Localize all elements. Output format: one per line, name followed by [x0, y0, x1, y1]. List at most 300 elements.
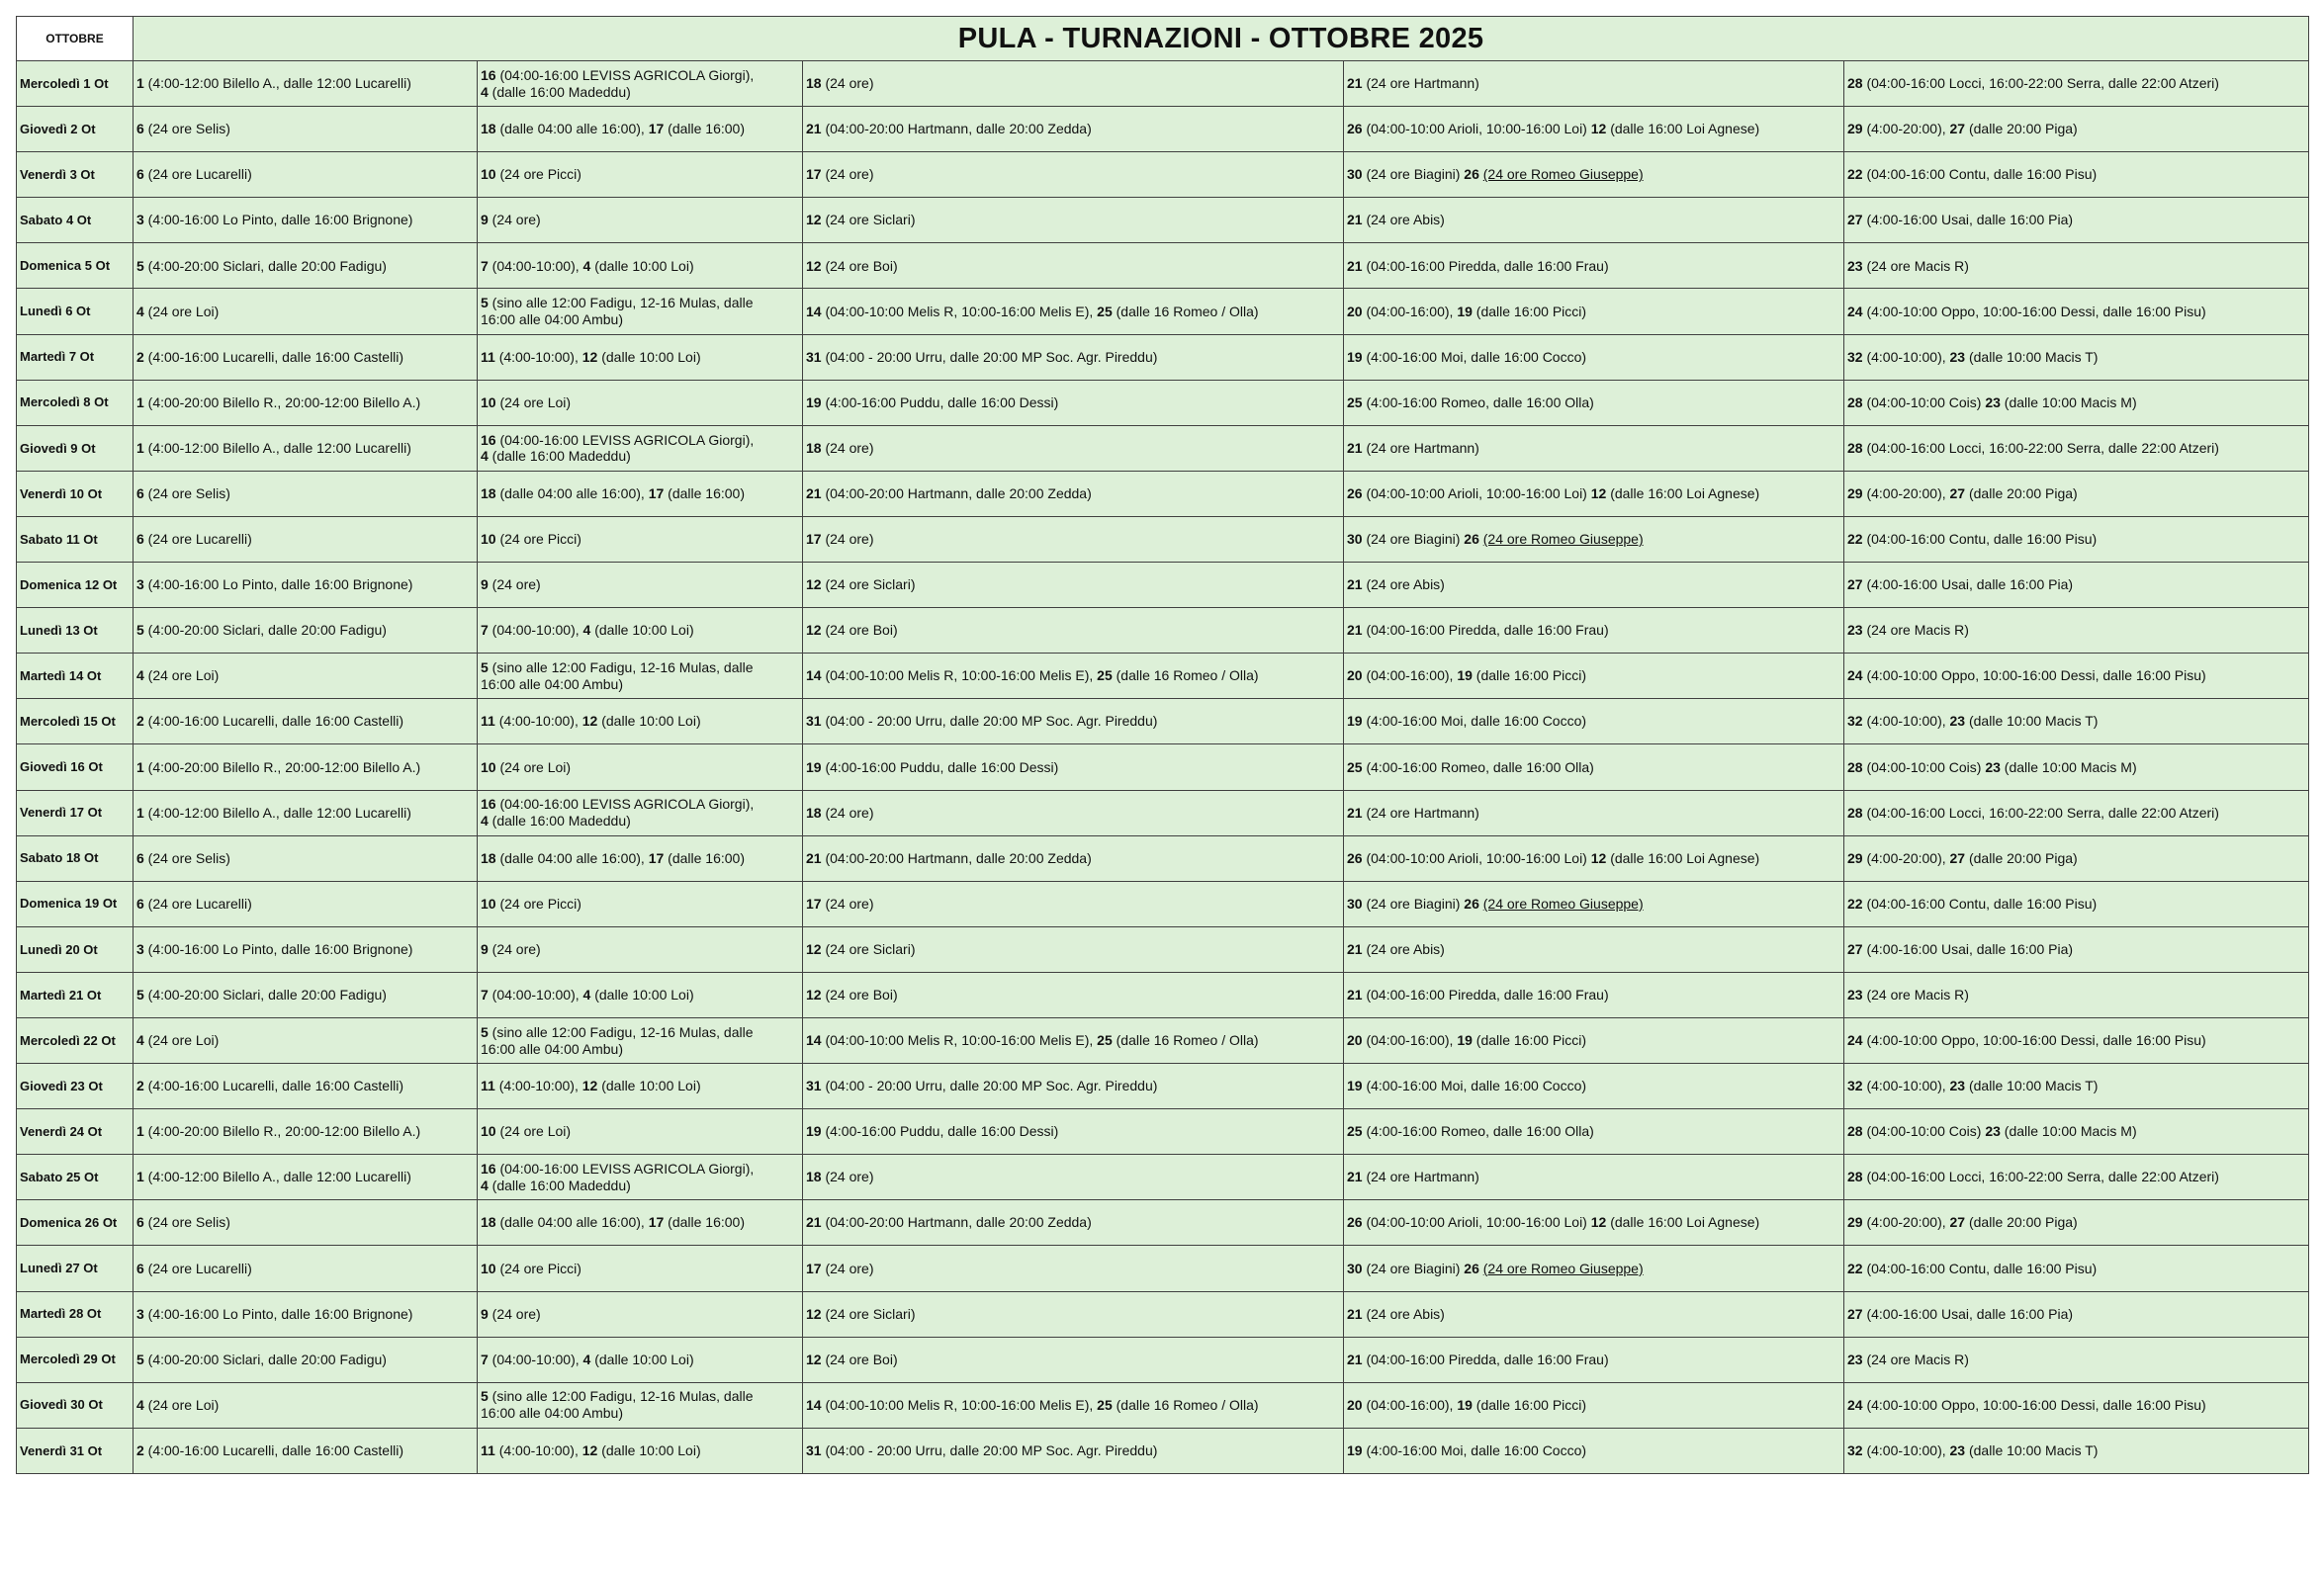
shift-detail: (4:00-16:00 Lo Pinto, dalle 16:00 Brignone) — [143, 940, 413, 957]
day-cell[interactable]: Giovedì 16 Ot — [17, 744, 134, 790]
shift-cell[interactable] — [1844, 243, 2309, 289]
day-cell[interactable]: Domenica 5 Ot — [17, 243, 134, 289]
shift-cell[interactable] — [1344, 835, 1844, 881]
shift-detail: (04:00-10:00 Arioli, 10:00-16:00 Loi) — [1362, 484, 1591, 501]
shift-cell[interactable] — [1344, 380, 1844, 425]
pharmacy-number: 19 — [806, 758, 822, 775]
shift-cell[interactable] — [1344, 1017, 1844, 1063]
day-cell[interactable]: Martedì 7 Ot — [17, 334, 134, 380]
pharmacy-number: 23 — [1985, 758, 2001, 775]
shift-cell[interactable] — [803, 1337, 1344, 1382]
shift-cell[interactable] — [1344, 608, 1844, 654]
shift-detail: (24 ore Lucarelli) — [143, 531, 252, 548]
day-cell[interactable]: Giovedì 30 Ot — [17, 1382, 134, 1428]
shift-cell[interactable] — [478, 926, 803, 972]
shift-cell[interactable] — [803, 380, 1344, 425]
pharmacy-number: 22 — [1847, 895, 1863, 912]
shift-cell[interactable] — [1844, 1064, 2309, 1109]
shift-detail: (dalle 16:00 Picci) — [1472, 1396, 1587, 1413]
shift-cell[interactable] — [134, 881, 478, 926]
shift-cell[interactable] — [1844, 790, 2309, 835]
pharmacy-number: 12 — [806, 940, 822, 957]
schedule-table — [16, 16, 2309, 1474]
pharmacy-number: 10 — [481, 531, 496, 548]
shift-detail: (dalle 04:00 alle 16:00), — [495, 484, 649, 501]
shift-cell[interactable] — [803, 608, 1344, 654]
pharmacy-number: 19 — [806, 393, 822, 410]
shift-detail: (4:00-16:00 Lo Pinto, dalle 16:00 Brignone) — [143, 212, 413, 228]
shift-cell[interactable] — [1344, 881, 1844, 926]
day-cell[interactable]: Mercoledì 1 Ot — [17, 61, 134, 107]
pharmacy-number: 1 — [136, 439, 144, 456]
shift-cell[interactable] — [1344, 1291, 1844, 1337]
shift-cell[interactable] — [478, 425, 803, 471]
shift-cell[interactable] — [803, 1200, 1344, 1246]
day-cell[interactable]: Sabato 11 Ot — [17, 516, 134, 562]
shift-cell[interactable] — [1844, 1155, 2309, 1200]
shift-cell[interactable] — [803, 471, 1344, 516]
table-row — [17, 198, 2309, 243]
pharmacy-number: 18 — [481, 849, 496, 866]
shift-cell[interactable] — [134, 835, 478, 881]
shift-cell[interactable] — [134, 926, 478, 972]
shift-cell[interactable] — [803, 61, 1344, 107]
shift-cell[interactable] — [803, 1064, 1344, 1109]
shift-cell[interactable] — [134, 107, 478, 152]
shift-detail: (dalle 10:00 Loi) — [590, 257, 694, 274]
day-cell[interactable]: Giovedì 2 Ot — [17, 107, 134, 152]
shift-cell[interactable] — [478, 1064, 803, 1109]
shift-cell[interactable] — [803, 198, 1344, 243]
shift-cell[interactable] — [134, 1155, 478, 1200]
shift-cell[interactable] — [1344, 107, 1844, 152]
shift-cell[interactable] — [1344, 1200, 1844, 1246]
shift-cell[interactable] — [134, 1291, 478, 1337]
shift-cell[interactable] — [1844, 1109, 2309, 1155]
shift-detail: (4:00-10:00 Oppo, 10:00-16:00 Dessi, dalle 16:00 Pisu) — [1862, 1396, 2206, 1413]
day-cell[interactable]: Mercoledì 29 Ot — [17, 1337, 134, 1382]
shift-detail: (04:00-16:00 Piredda, dalle 16:00 Frau) — [1362, 1351, 1609, 1367]
shift-cell[interactable] — [1844, 744, 2309, 790]
shift-detail: (24 ore Lucarelli) — [143, 1260, 252, 1276]
shift-cell[interactable] — [1844, 425, 2309, 471]
day-cell[interactable]: Lunedì 20 Ot — [17, 926, 134, 972]
pharmacy-number: 28 — [1847, 758, 1863, 775]
pharmacy-number: 31 — [806, 713, 822, 730]
shift-detail: (4:00-16:00 Lucarelli, dalle 16:00 Castelli) — [143, 713, 404, 730]
shift-cell[interactable] — [803, 334, 1344, 380]
page-title[interactable]: PULA - TURNAZIONI - OTTOBRE 2025 — [134, 17, 2309, 61]
shift-cell[interactable] — [1844, 152, 2309, 198]
day-cell[interactable]: Domenica 26 Ot — [17, 1200, 134, 1246]
shift-cell[interactable] — [1844, 926, 2309, 972]
pharmacy-number: 29 — [1847, 1214, 1863, 1231]
pharmacy-number: 26 — [1347, 484, 1363, 501]
shift-cell[interactable] — [1344, 1109, 1844, 1155]
shift-cell[interactable] — [134, 1337, 478, 1382]
table-row — [17, 1155, 2309, 1200]
shift-cell[interactable] — [1344, 61, 1844, 107]
shift-cell[interactable] — [134, 425, 478, 471]
shift-detail: (04:00 - 20:00 Urru, dalle 20:00 MP Soc. Agr. Pireddu) — [821, 1441, 1158, 1458]
shift-cell[interactable] — [478, 243, 803, 289]
shift-cell[interactable] — [1344, 243, 1844, 289]
shift-cell[interactable] — [134, 1382, 478, 1428]
shift-detail: (dalle 16:00) — [664, 849, 745, 866]
shift-cell[interactable] — [478, 152, 803, 198]
shift-cell[interactable] — [1844, 334, 2309, 380]
shift-cell[interactable] — [1344, 334, 1844, 380]
shift-cell[interactable] — [1844, 1246, 2309, 1291]
shift-cell[interactable] — [478, 334, 803, 380]
shift-cell[interactable] — [134, 790, 478, 835]
shift-cell[interactable] — [1344, 198, 1844, 243]
header-row — [17, 17, 2309, 61]
shift-detail: (24 ore Abis) — [1362, 576, 1445, 593]
shift-cell[interactable] — [134, 516, 478, 562]
shift-cell[interactable] — [803, 881, 1344, 926]
shift-detail: (04:00-10:00 Melis R, 10:00-16:00 Melis E), — [821, 303, 1098, 319]
shift-detail: (4:00-20:00 Siclari, dalle 20:00 Fadigu) — [143, 257, 387, 274]
day-cell[interactable]: Venerdì 3 Ot — [17, 152, 134, 198]
shift-cell[interactable] — [134, 699, 478, 744]
day-cell[interactable]: Lunedì 27 Ot — [17, 1246, 134, 1291]
pharmacy-number: 21 — [806, 121, 822, 137]
shift-detail: (04:00-10:00 Arioli, 10:00-16:00 Loi) — [1362, 1214, 1591, 1231]
pharmacy-number: 12 — [1590, 484, 1607, 501]
shift-cell[interactable] — [1844, 1428, 2309, 1473]
shift-cell[interactable] — [1344, 563, 1844, 608]
shift-cell[interactable] — [134, 1017, 478, 1063]
shift-cell[interactable] — [478, 608, 803, 654]
shift-cell[interactable] — [478, 1155, 803, 1200]
shift-detail: 16:00 alle 04:00 Ambu) — [481, 311, 623, 328]
shift-detail: (dalle 16:00 Picci) — [1472, 667, 1587, 684]
shift-cell[interactable] — [1344, 425, 1844, 471]
day-cell[interactable]: Lunedì 6 Ot — [17, 289, 134, 334]
shift-cell[interactable] — [478, 516, 803, 562]
pharmacy-number: 7 — [481, 257, 489, 274]
shift-cell[interactable] — [803, 699, 1344, 744]
day-cell[interactable]: Domenica 19 Ot — [17, 881, 134, 926]
shift-cell[interactable] — [478, 835, 803, 881]
shift-detail: (24 ore) — [488, 212, 541, 228]
pharmacy-number: 30 — [1347, 531, 1363, 548]
shift-detail: (4:00-16:00 Usai, dalle 16:00 Pia) — [1862, 1305, 2074, 1322]
pharmacy-number: 31 — [806, 1441, 822, 1458]
pharmacy-number: 1 — [136, 758, 144, 775]
pharmacy-number: 25 — [1097, 1396, 1113, 1413]
shift-cell[interactable] — [1344, 516, 1844, 562]
pharmacy-number: 21 — [1347, 439, 1363, 456]
shift-cell[interactable] — [134, 198, 478, 243]
shift-detail: (4:00-16:00 Moi, dalle 16:00 Cocco) — [1362, 348, 1587, 365]
table-row — [17, 563, 2309, 608]
table-row — [17, 289, 2309, 334]
shift-cell[interactable] — [803, 563, 1344, 608]
shift-cell[interactable] — [803, 289, 1344, 334]
shift-cell[interactable] — [134, 1428, 478, 1473]
shift-cell[interactable] — [478, 1337, 803, 1382]
shift-cell[interactable] — [134, 1109, 478, 1155]
shift-cell[interactable] — [134, 152, 478, 198]
pharmacy-number: 17 — [806, 1260, 822, 1276]
shift-detail: (24 ore Lucarelli) — [143, 166, 252, 183]
shift-cell[interactable] — [478, 198, 803, 243]
shift-detail: (24 ore) — [488, 576, 541, 593]
shift-cell[interactable] — [134, 608, 478, 654]
shift-detail: (dalle 16:00 Loi Agnese) — [1606, 1214, 1760, 1231]
table-row — [17, 107, 2309, 152]
pharmacy-number: 6 — [136, 1260, 144, 1276]
pharmacy-number: 12 — [581, 713, 598, 730]
shift-cell[interactable] — [1344, 1382, 1844, 1428]
shift-cell[interactable] — [1344, 744, 1844, 790]
shift-cell[interactable] — [803, 1017, 1344, 1063]
day-cell[interactable]: Sabato 18 Ot — [17, 835, 134, 881]
day-cell[interactable]: Sabato 25 Ot — [17, 1155, 134, 1200]
shift-cell[interactable] — [803, 1291, 1344, 1337]
shift-detail-underlined: (24 ore Romeo Giuseppe) — [1482, 895, 1644, 912]
shift-detail: (4:00-10:00), — [494, 713, 582, 730]
shift-cell[interactable] — [1844, 563, 2309, 608]
shift-detail: (dalle 16:00 Loi Agnese) — [1606, 849, 1760, 866]
shift-cell[interactable] — [1344, 1337, 1844, 1382]
pharmacy-number: 21 — [1347, 576, 1363, 593]
shift-cell[interactable] — [478, 1382, 803, 1428]
month-label[interactable]: OTTOBRE — [17, 17, 134, 61]
day-cell[interactable]: Mercoledì 22 Ot — [17, 1017, 134, 1063]
pharmacy-number: 21 — [1347, 257, 1363, 274]
shift-cell[interactable] — [478, 699, 803, 744]
shift-cell[interactable] — [1844, 198, 2309, 243]
shift-cell[interactable] — [1344, 1246, 1844, 1291]
shift-detail: (24 ore Loi) — [495, 1123, 572, 1140]
shift-cell[interactable] — [803, 516, 1344, 562]
shift-detail: (24 ore Hartmann) — [1362, 1169, 1479, 1185]
shift-cell[interactable] — [478, 1428, 803, 1473]
shift-cell[interactable] — [478, 790, 803, 835]
shift-cell[interactable] — [803, 1428, 1344, 1473]
shift-cell[interactable] — [1844, 380, 2309, 425]
pharmacy-number: 27 — [1847, 576, 1863, 593]
pharmacy-number: 22 — [1847, 1260, 1863, 1276]
shift-detail: (04:00-16:00 Locci, 16:00-22:00 Serra, dalle 22:00 Atzeri) — [1862, 1169, 2219, 1185]
shift-detail: (dalle 10:00 Loi) — [597, 1078, 701, 1094]
shift-cell[interactable] — [803, 972, 1344, 1017]
shift-cell[interactable] — [1844, 471, 2309, 516]
shift-detail: (dalle 04:00 alle 16:00), — [495, 849, 649, 866]
day-cell[interactable]: Giovedì 23 Ot — [17, 1064, 134, 1109]
day-cell[interactable]: Giovedì 9 Ot — [17, 425, 134, 471]
shift-detail-underlined: (24 ore Romeo Giuseppe) — [1482, 531, 1644, 548]
shift-cell[interactable] — [478, 654, 803, 699]
shift-cell[interactable] — [803, 107, 1344, 152]
shift-detail: (24 ore Boi) — [821, 1351, 898, 1367]
shift-cell[interactable] — [478, 1291, 803, 1337]
shift-detail: (24 ore) — [821, 166, 874, 183]
pharmacy-number: 30 — [1347, 166, 1363, 183]
day-cell[interactable]: Venerdì 24 Ot — [17, 1109, 134, 1155]
shift-cell[interactable] — [478, 1246, 803, 1291]
shift-cell[interactable] — [1844, 1017, 2309, 1063]
shift-cell[interactable] — [1844, 1200, 2309, 1246]
shift-cell[interactable] — [1344, 926, 1844, 972]
pharmacy-number: 7 — [481, 1351, 489, 1367]
shift-cell[interactable] — [478, 563, 803, 608]
shift-cell[interactable] — [1344, 471, 1844, 516]
shift-cell[interactable] — [478, 744, 803, 790]
shift-cell[interactable] — [1344, 972, 1844, 1017]
pharmacy-number: 6 — [136, 1214, 144, 1231]
day-cell[interactable]: Martedì 21 Ot — [17, 972, 134, 1017]
shift-cell[interactable] — [478, 972, 803, 1017]
pharmacy-number: 32 — [1847, 713, 1863, 730]
shift-cell[interactable] — [1844, 61, 2309, 107]
shift-cell[interactable] — [1844, 1337, 2309, 1382]
pharmacy-number: 4 — [481, 813, 489, 829]
shift-cell[interactable] — [134, 471, 478, 516]
day-cell[interactable]: Mercoledì 8 Ot — [17, 380, 134, 425]
table-row — [17, 881, 2309, 926]
shift-cell[interactable] — [1344, 1155, 1844, 1200]
shift-cell[interactable] — [1844, 972, 2309, 1017]
shift-cell[interactable] — [478, 61, 803, 107]
shift-detail: (4:00-16:00 Romeo, dalle 16:00 Olla) — [1362, 1123, 1594, 1140]
shift-cell[interactable] — [1344, 699, 1844, 744]
pharmacy-number: 12 — [806, 257, 822, 274]
shift-cell[interactable] — [1344, 152, 1844, 198]
table-row — [17, 972, 2309, 1017]
shift-cell[interactable] — [1844, 516, 2309, 562]
day-cell[interactable]: Lunedì 13 Ot — [17, 608, 134, 654]
shift-cell[interactable] — [1844, 289, 2309, 334]
shift-cell[interactable] — [134, 563, 478, 608]
shift-cell[interactable] — [803, 1109, 1344, 1155]
shift-cell[interactable] — [1344, 1064, 1844, 1109]
shift-cell[interactable] — [1344, 1428, 1844, 1473]
shift-cell[interactable] — [803, 425, 1344, 471]
shift-cell[interactable] — [478, 1200, 803, 1246]
shift-cell[interactable] — [134, 334, 478, 380]
day-cell[interactable]: Venerdì 31 Ot — [17, 1428, 134, 1473]
shift-cell[interactable] — [1844, 1382, 2309, 1428]
shift-detail: (04:00-10:00 Arioli, 10:00-16:00 Loi) — [1362, 121, 1591, 137]
shift-detail: (04:00-20:00 Hartmann, dalle 20:00 Zedda) — [821, 121, 1092, 137]
shift-cell[interactable] — [1844, 699, 2309, 744]
shift-cell[interactable] — [1844, 107, 2309, 152]
shift-detail: (4:00-16:00 Puddu, dalle 16:00 Dessi) — [821, 1123, 1059, 1140]
day-cell[interactable]: Martedì 28 Ot — [17, 1291, 134, 1337]
shift-cell[interactable] — [134, 654, 478, 699]
day-cell[interactable]: Mercoledì 15 Ot — [17, 699, 134, 744]
shift-cell[interactable] — [803, 1382, 1344, 1428]
pharmacy-number: 20 — [1347, 1396, 1363, 1413]
shift-cell[interactable] — [134, 972, 478, 1017]
pharmacy-number: 26 — [1464, 895, 1479, 912]
shift-cell[interactable] — [134, 380, 478, 425]
shift-cell[interactable] — [1344, 654, 1844, 699]
shift-cell[interactable] — [803, 835, 1344, 881]
pharmacy-number: 20 — [1347, 1032, 1363, 1049]
table-row — [17, 1246, 2309, 1291]
shift-cell[interactable] — [134, 744, 478, 790]
shift-detail: (04:00-16:00), — [1362, 1032, 1458, 1049]
pharmacy-number: 11 — [481, 1441, 495, 1458]
shift-cell[interactable] — [478, 471, 803, 516]
shift-cell[interactable] — [803, 1246, 1344, 1291]
shift-detail: (04:00-16:00 Locci, 16:00-22:00 Serra, dalle 22:00 Atzeri) — [1862, 439, 2219, 456]
shift-cell[interactable] — [478, 881, 803, 926]
day-cell[interactable]: Martedì 14 Ot — [17, 654, 134, 699]
shift-cell[interactable] — [478, 1109, 803, 1155]
shift-detail: (4:00-16:00 Puddu, dalle 16:00 Dessi) — [821, 393, 1059, 410]
shift-cell[interactable] — [1344, 790, 1844, 835]
shift-cell[interactable] — [134, 289, 478, 334]
shift-cell[interactable] — [803, 1155, 1344, 1200]
shift-cell[interactable] — [478, 1017, 803, 1063]
table-row — [17, 699, 2309, 744]
pharmacy-number: 21 — [1347, 622, 1363, 639]
shift-cell[interactable] — [803, 243, 1344, 289]
table-row — [17, 835, 2309, 881]
shift-cell[interactable] — [134, 1064, 478, 1109]
shift-cell[interactable] — [134, 1200, 478, 1246]
shift-cell[interactable] — [803, 926, 1344, 972]
shift-cell[interactable] — [803, 654, 1344, 699]
pharmacy-number: 29 — [1847, 484, 1863, 501]
shift-detail: (24 ore Macis R) — [1862, 622, 1969, 639]
shift-detail: (04:00-16:00 Piredda, dalle 16:00 Frau) — [1362, 622, 1609, 639]
day-cell[interactable]: Domenica 12 Ot — [17, 563, 134, 608]
shift-cell[interactable] — [1844, 654, 2309, 699]
shift-detail: (24 ore) — [821, 1169, 874, 1185]
schedule-body — [17, 17, 2309, 1474]
shift-cell[interactable] — [478, 380, 803, 425]
shift-cell[interactable] — [1344, 289, 1844, 334]
shift-detail: (dalle 16:00) — [664, 484, 745, 501]
shift-detail: (4:00-20:00), — [1862, 1214, 1950, 1231]
shift-cell[interactable] — [1844, 1291, 2309, 1337]
shift-cell[interactable] — [1844, 835, 2309, 881]
day-cell[interactable]: Sabato 4 Ot — [17, 198, 134, 243]
shift-cell[interactable] — [1844, 608, 2309, 654]
table-row — [17, 471, 2309, 516]
day-cell[interactable]: Venerdì 10 Ot — [17, 471, 134, 516]
shift-cell[interactable] — [134, 243, 478, 289]
shift-cell[interactable] — [803, 790, 1344, 835]
table-row — [17, 1064, 2309, 1109]
pharmacy-number: 17 — [806, 531, 822, 548]
pharmacy-number: 31 — [806, 348, 822, 365]
shift-cell[interactable] — [478, 107, 803, 152]
pharmacy-number: 17 — [648, 849, 665, 866]
day-cell[interactable]: Venerdì 17 Ot — [17, 790, 134, 835]
shift-cell[interactable] — [1844, 881, 2309, 926]
shift-cell[interactable] — [134, 1246, 478, 1291]
shift-cell[interactable] — [803, 744, 1344, 790]
pharmacy-number: 12 — [806, 212, 822, 228]
shift-cell[interactable] — [478, 289, 803, 334]
shift-cell[interactable] — [134, 61, 478, 107]
pharmacy-number: 1 — [136, 804, 144, 821]
table-row — [17, 654, 2309, 699]
pharmacy-number: 27 — [1949, 121, 1966, 137]
pharmacy-number: 21 — [806, 484, 822, 501]
pharmacy-number: 18 — [481, 484, 496, 501]
shift-cell[interactable] — [803, 152, 1344, 198]
shift-detail: (24 ore Selis) — [143, 121, 230, 137]
